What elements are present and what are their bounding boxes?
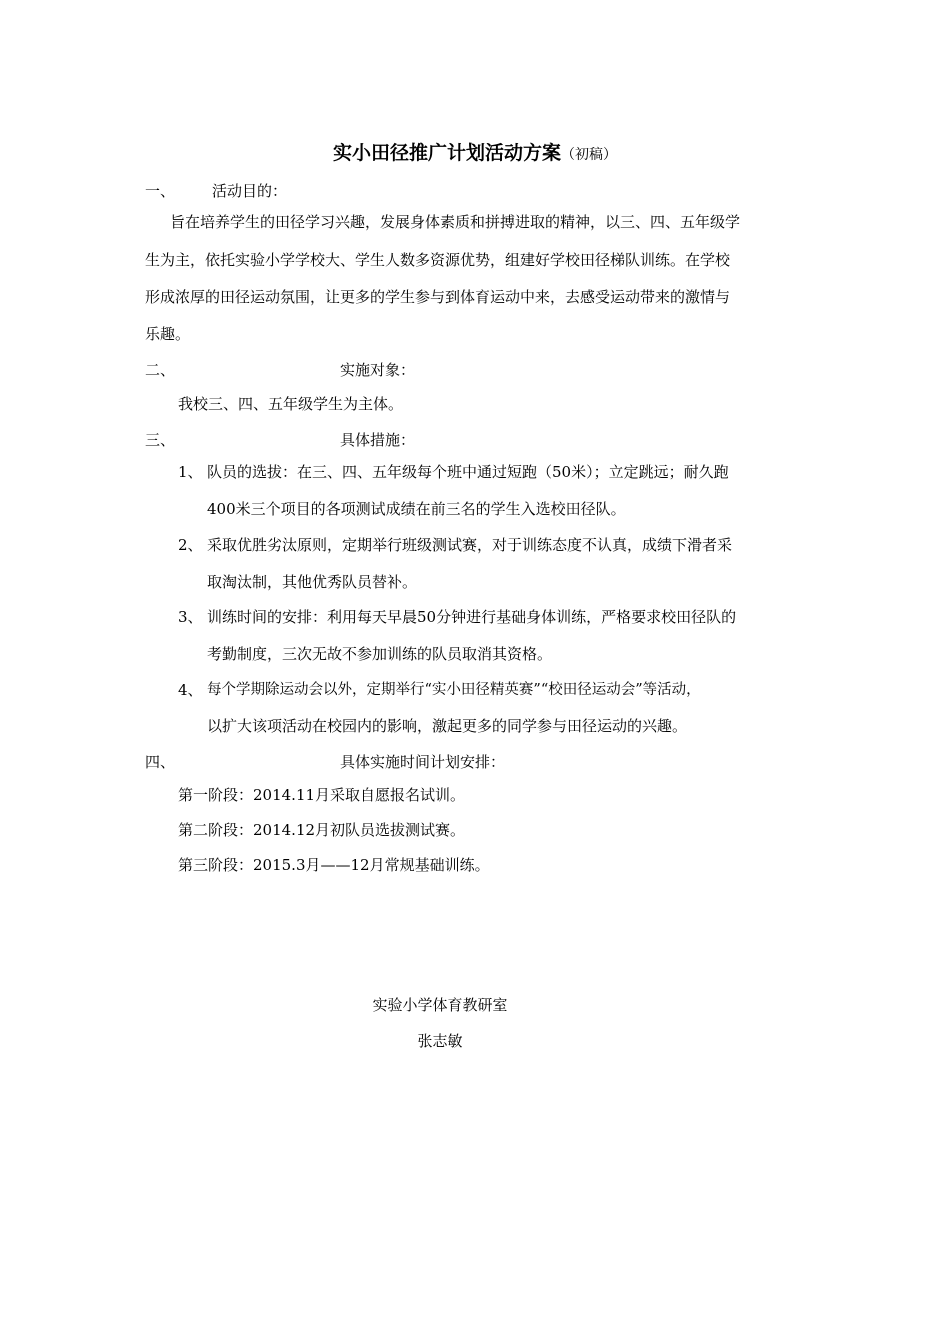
document-title <box>0 138 950 165</box>
section-1-number: 一、 <box>145 182 176 200</box>
title-main: 实小田径推广计划活动方案 <box>332 142 561 164</box>
paragraph-line: 我校三、四、五年级学生为主体。 <box>178 395 404 413</box>
section-2-heading: 实施对象： <box>340 361 416 379</box>
list-item-line: 每个学期除运动会以外，定期举行“实小田径精英赛”“校田径运动会”等活动， <box>207 682 701 698</box>
list-item-line: 400米三个项目的各项测试成绩在前三名的学生入选校田径队。 <box>207 500 626 518</box>
section-1-heading: 活动目的： <box>212 182 288 200</box>
list-item-line: 以扩大该项活动在校园内的影响，激起更多的同学参与田径运动的兴趣。 <box>207 717 688 735</box>
list-item-line: 考勤制度，三次无故不参加训练的队员取消其资格。 <box>207 645 553 663</box>
title-subtitle: （初稿） <box>561 147 617 163</box>
signature-name: 张志敏 <box>417 1032 463 1050</box>
paragraph-line: 旨在培养学生的田径学习兴趣，发展身体素质和拼搏进取的精神，以三、四、五年级学 <box>170 213 741 231</box>
list-item-line: 采取优胜劣汰原则，定期举行班级测试赛，对于训练态度不认真，成绩下滑者采 <box>207 536 733 554</box>
schedule-line: 第二阶段：2014.12月初队员选拔测试赛。 <box>178 821 466 839</box>
section-3-number: 三、 <box>145 431 176 449</box>
schedule-line: 第三阶段：2015.3月——12月常规基础训练。 <box>178 856 490 874</box>
list-item-number: 4、 <box>178 681 203 699</box>
section-2-number: 二、 <box>145 361 176 379</box>
list-item-line: 训练时间的安排：利用每天早晨50分钟进行基础身体训练，严格要求校田径队的 <box>207 608 737 626</box>
list-item-number: 3、 <box>178 608 203 626</box>
list-item-number: 2、 <box>178 536 203 554</box>
list-item-number: 1、 <box>178 463 203 481</box>
signature-organization: 实验小学体育教研室 <box>372 996 508 1014</box>
paragraph-line: 乐趣。 <box>145 325 191 343</box>
list-item-line: 队员的选拔：在三、四、五年级每个班中通过短跑（50米）；立定跳远；耐久跑 <box>207 463 729 481</box>
paragraph-line: 形成浓厚的田径运动氛围，让更多的学生参与到体育运动中来，去感受运动带来的激情与 <box>145 288 731 306</box>
section-3-heading: 具体措施： <box>340 431 416 449</box>
schedule-line: 第一阶段：2014.11月采取自愿报名试训。 <box>178 786 466 804</box>
paragraph-line: 生为主，依托实验小学学校大、学生人数多资源优势，组建好学校田径梯队训练。在学校 <box>145 251 731 269</box>
list-item-line: 取淘汰制，其他优秀队员替补。 <box>207 573 418 591</box>
section-4-heading: 具体实施时间计划安排： <box>340 753 506 771</box>
section-4-number: 四、 <box>145 753 176 771</box>
